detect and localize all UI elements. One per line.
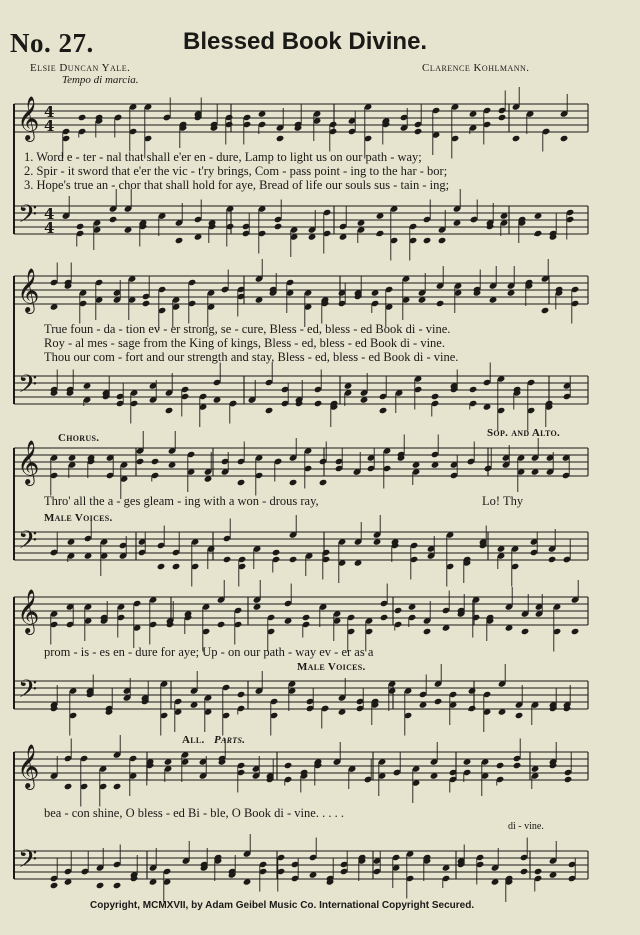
bass-clef: 𝄢	[18, 845, 38, 880]
parts-label: Parts.	[214, 734, 246, 746]
time-signature-bottom: 4	[44, 219, 55, 237]
treble-note	[289, 479, 298, 486]
treble-note	[64, 783, 73, 790]
treble-note	[113, 783, 122, 790]
time-signature-top: 4	[44, 103, 55, 121]
treble-note	[521, 628, 530, 635]
sop-alto-label: Sop. and Alto.	[487, 427, 561, 439]
treble-note	[302, 614, 311, 621]
bass-note	[434, 698, 443, 705]
bass-clef: 𝄢	[18, 200, 38, 235]
verse-1-line-2: True foun - da - tion ev - er strong, se - cure, Bless - ed, bless - ed Book di - vine.	[44, 322, 451, 336]
male-voices-label-1: Male Voices.	[44, 512, 113, 524]
time-signature-top: 4	[44, 205, 55, 223]
all-label: All.	[182, 734, 205, 746]
bass-note	[379, 407, 388, 414]
hymn-title: Blessed Book Divine.	[183, 28, 428, 55]
bass-clef: 𝄢	[18, 675, 38, 710]
treble-note	[276, 135, 285, 142]
treble-clef: 𝄞	[17, 268, 40, 312]
treble-note	[496, 762, 505, 769]
bass-note	[431, 393, 440, 400]
bass-note	[520, 868, 529, 875]
treble-note	[560, 135, 569, 142]
treble-note	[142, 300, 151, 307]
treble-note	[436, 300, 445, 307]
treble-note	[136, 458, 145, 465]
bass-note	[469, 386, 478, 393]
time-signature-bottom: 4	[44, 117, 55, 135]
treble-note	[237, 479, 246, 486]
treble-note	[423, 628, 432, 635]
chorus-line-3: bea - con shine, O bless - ed Bi - ble, O Book di - vine. . . . .	[44, 806, 344, 820]
chorus-label: Chorus.	[58, 432, 100, 444]
chorus-line-2: prom - is - es en - dure for aye; Up - on our path - way ev - er as a	[44, 645, 374, 659]
treble-note	[319, 479, 328, 486]
tempo-marking: Tempo di marcia.	[62, 74, 139, 86]
bass-note	[175, 237, 184, 244]
verse-1-line-1: 1. Word e - ter - nal that shall e'er en - dure, Lamp to light us on our path - way;	[24, 150, 422, 164]
bass-note	[50, 882, 59, 889]
verse-3-line-1: 3. Hope's true an - chor that shall hold for aye, Bread of life our souls sus - tain - ing;	[24, 178, 450, 192]
treble-note	[512, 135, 521, 142]
bass-note	[534, 230, 543, 237]
treble-note	[414, 128, 423, 135]
treble-note	[78, 114, 87, 121]
bass-note	[237, 691, 246, 698]
bass-note	[109, 216, 118, 223]
bass-note	[96, 882, 105, 889]
treble-note	[394, 607, 403, 614]
bass-note	[272, 549, 281, 556]
bass-note	[534, 868, 543, 875]
verse-2-line-1: 2. Spir - it sword that e'er the vic - t'ry brings, Com - pass point - ing to the har - bor;	[24, 164, 448, 178]
treble-note	[380, 614, 389, 621]
treble-note	[151, 458, 160, 465]
chorus-line-1-end: Lo! Thy	[482, 494, 524, 508]
bass-note	[423, 237, 432, 244]
verse-2-line-2: Roy - al mes - sage from the King of kings, Bless - ed, bless - ed Book di - vine.	[44, 336, 445, 350]
treble-clef: 𝄞	[17, 96, 40, 140]
bass-note	[548, 556, 557, 563]
bass-clef: 𝄢	[18, 370, 38, 405]
bass-note	[274, 223, 283, 230]
treble-note	[284, 762, 293, 769]
treble-note	[498, 114, 507, 121]
verse-3-line-2: Thou our com - fort and our strength and stay, Bless - ed, bless - ed Book di - vine.	[44, 350, 459, 364]
bass-note	[113, 882, 122, 889]
treble-clef: 𝄞	[17, 440, 40, 484]
bass-note	[314, 400, 323, 407]
treble-clef: 𝄞	[17, 744, 40, 788]
treble-clef: 𝄞	[17, 589, 40, 633]
bass-note	[265, 407, 274, 414]
hymn-number: No. 27.	[10, 28, 94, 58]
bass-note	[157, 563, 166, 570]
treble-note	[564, 776, 573, 783]
treble-note	[541, 307, 550, 314]
copyright-notice: Copyright, MCMXVII, by Adam Geibel Music Co. International Copyright Secured.	[90, 900, 475, 911]
bass-note	[515, 712, 524, 719]
bass-note	[289, 556, 298, 563]
bass-note	[223, 556, 232, 563]
bass-note	[76, 223, 85, 230]
bass-clef: 𝄢	[18, 526, 38, 561]
male-voices-label-2: Male Voices.	[297, 661, 366, 673]
chorus-line-1: Thro' all the a - ges gleam - ing with a won - drous ray,	[44, 494, 319, 508]
treble-note	[513, 762, 522, 769]
bass-note	[165, 407, 174, 414]
composer-credit: Clarence Kohlmann.	[422, 62, 530, 74]
author-credit: Elsie Duncan Yale.	[30, 62, 131, 74]
treble-note	[217, 621, 226, 628]
bass-note	[172, 563, 181, 570]
treble-note	[571, 628, 580, 635]
chorus-line-3-bass: di - vine.	[508, 821, 544, 832]
bass-note	[438, 237, 447, 244]
